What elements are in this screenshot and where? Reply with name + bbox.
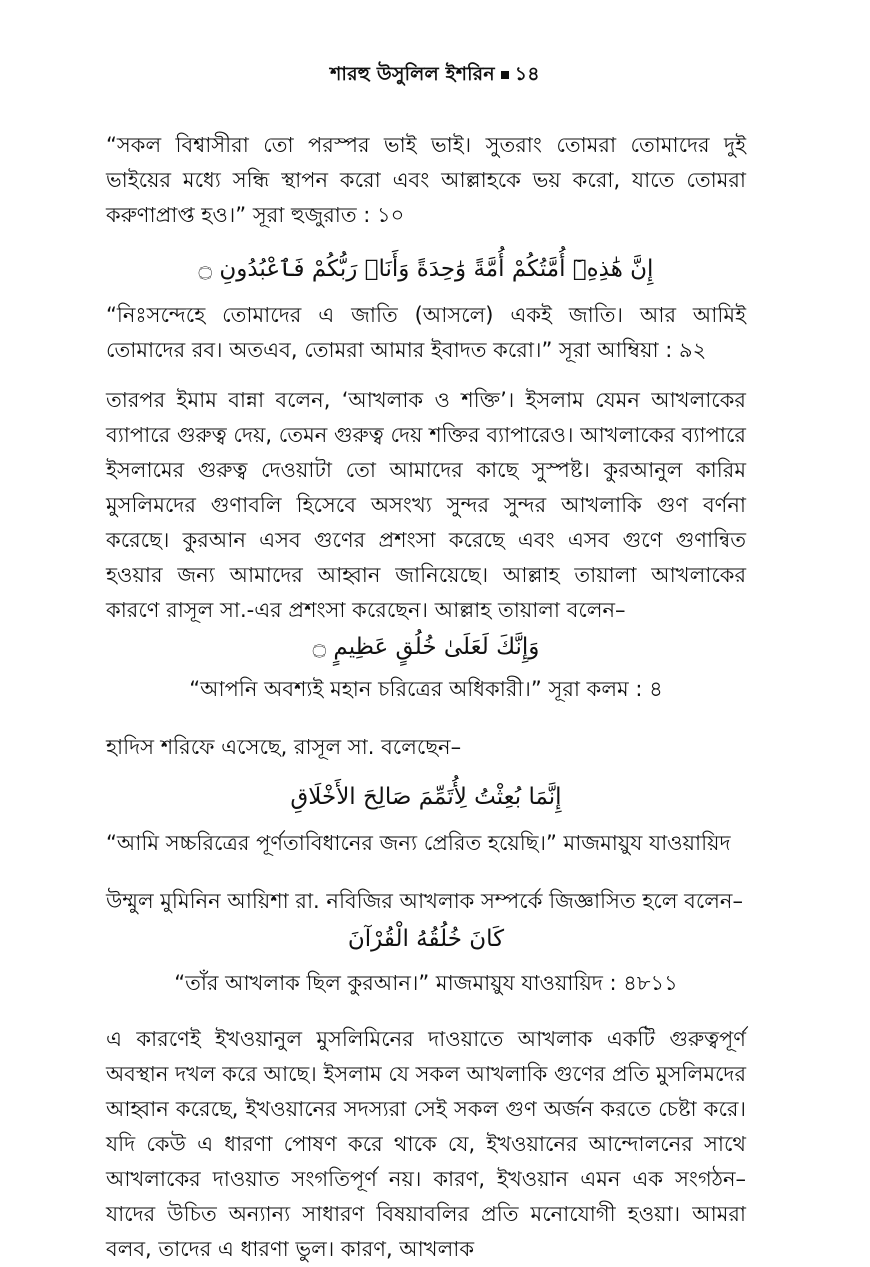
paragraph-aisha-translation: “তাঁর আখলাক ছিল কুরআন।” মাজমায়ুয যাওয়ায়িদ : ৪৮১১	[174, 971, 678, 995]
paragraph-hujurat-translation: “সকল বিশ্বাসীরা তো পরস্পর ভাই ভাই। সুতরাং তোমরা তোমাদের দুই ভাইয়ের মধ্যে সন্ধি স্থাপন করো এবং আল্লাহকে ভয় করো, যাতে তোমরা করুণাপ্রাপ্ত হও।” সূরা হুজুরাত : ১০	[106, 133, 746, 227]
arabic-hadith-text: إِنَّمَا بُعِثْتُ لِأُتَمِّمَ صَالِحَ الأَخْلَاقِ	[290, 784, 562, 810]
book-title: শারহু উসুলিল ইশরিন	[330, 63, 495, 85]
paragraph-hadith-intro: হাদিস শরিফে এসেছে, রাসূল সা. বলেছেন–	[106, 735, 462, 759]
page-number: ১৪	[514, 63, 540, 85]
header-separator	[501, 71, 509, 79]
arabic-aisha-quote: كَانَ خُلُقُهُ الْقُرْآنَ	[347, 926, 505, 952]
paragraph-akhlaq-intro: তারপর ইমাম বান্না বলেন, ‘আখলাক ও শক্তি’। ইসলাম যেমন আখলাকের ব্যাপারে গুরুত্ব দেয়, তেমন গুরুত্ব দেয় শক্তির ব্যাপারেও। আখলাকের ব্যাপারে ইসলামের গুরুত্ব দেওয়াটা তো আমাদের কাছে সুস্পষ্ট। কুরআনুল কারিম মুসলিমদের গুণাবলি হিসেবে অসংখ্য সুন্দর সুন্দর আখলাকি গুণ বর্ণনা করেছে। কুরআন এসব গুণের প্রশংসা করেছে এবং এসব গুণে গুণান্বিত হওয়ার জন্য আমাদের আহ্বান জানিয়েছে। আল্লাহ তায়ালা আখলাকের কারণে রাসূল সা.-এর প্রশংসা করেছেন। আল্লাহ তায়ালা বলেন–	[106, 388, 746, 622]
paragraph-qalam-translation: “আপনি অবশ্যই মহান চরিত্রের অধিকারী।” সূরা কলম : ৪	[189, 677, 663, 701]
paragraph-anbiya-translation: “নিঃসন্দেহে তোমাদের এ জাতি (আসলে) একই জাতি। আর আমিই তোমাদের রব। অতএব, তোমরা আমার ইবাদত করো।” সূরা আম্বিয়া : ৯২	[106, 303, 746, 362]
running-header	[0, 60, 870, 92]
arabic-verse-anbiya: إِنَّ هَٰذِهِۦٓ أُمَّتُكُمْ أُمَّةً وَٰحِدَةً وَأَنَا۠ رَبُّكُمْ فَٱعْبُدُونِ ۝	[198, 256, 654, 282]
paragraph-hadith-translation: “আমি সচ্চরিত্রের পূর্ণতাবিধানের জন্য প্রেরিত হয়েছি।” মাজমায়ুয যাওয়ায়িদ	[106, 831, 731, 855]
paragraph-aisha-intro: উম্মুল মুমিনিন আয়িশা রা. নবিজির আখলাক সম্পর্কে জিজ্ঞাসিত হলে বলেন–	[106, 889, 743, 913]
paragraph-ikhwan-akhlaq: এ কারণেই ইখওয়ানুল মুসলিমিনের দাওয়াতে আখলাক একটি গুরুত্বপূর্ণ অবস্থান দখল করে আছে। ইসলাম যে সকল আখলাকি গুণের প্রতি মুসলিমদের আহ্বান করেছে, ইখওয়ানের সদস্যরা সেই সকল গুণ অর্জন করতে চেষ্টা করে। যদি কেউ এ ধারণা পোষণ করে থাকে যে, ইখওয়ানের আন্দোলনের সাথে আখলাকের দাওয়াত সংগতিপূর্ণ নয়। কারণ, ইখওয়ান এমন এক সংগঠন– যাদের উচিত অন্যান্য সাধারণ বিষয়াবলির প্রতি মনোযোগী হওয়া। আমরা বলব, তাদের এ ধারণা ভুল। কারণ, আখলাক	[106, 1027, 746, 1261]
arabic-verse-qalam: وَإِنَّكَ لَعَلَىٰ خُلُقٍ عَظِيمٍ ۝	[312, 634, 540, 660]
